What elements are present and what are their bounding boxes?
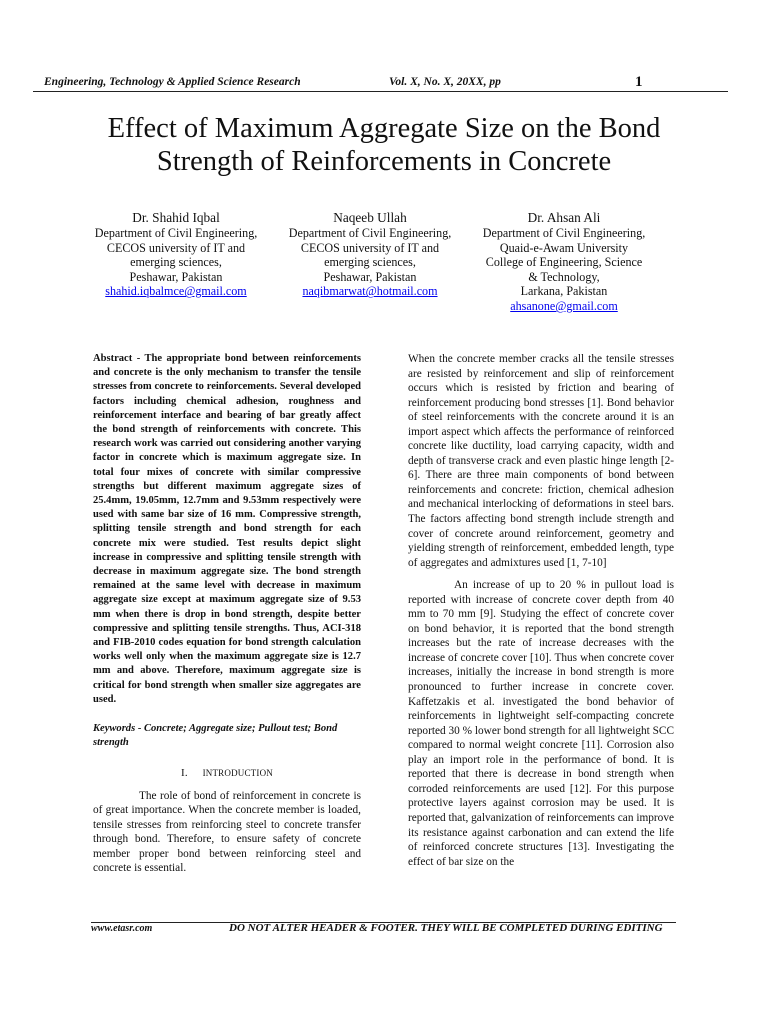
footer-note: DO NOT ALTER HEADER & FOOTER. THEY WILL BE COMPLETED DURING EDITING [229, 922, 663, 934]
abstract: Abstract - The appropriate bond between reinforcements and concrete is the only mechanism to transfer the tensile stresses from concrete to reinforcements. Several developed factors including chemical adhesion, roughness and reinforcement interface and bearing of bar greatly affect the bond strength of reinforcements with concrete. This research work was carried out considering another varying factor in concrete which is maximum aggregate size. In total four mixes of concrete with similar compressive strengths but different maximum aggregate sizes of 25.4mm, 19.05mm, 12.7mm and 9.53mm respectively were used with same bar size of 16 mm. Compressive strength, splitting tensile strength and bond strength for each concrete mix were studied. Test results depict slight increase in compressive and splitting tensile strength with decrease in maximum aggregate size. The bond strength remained at the same level with decrease in maximum aggregate size except at maximum aggregate size of 9.53 mm when there is drop in bond strength, despite better compressive and splitting tensile strengths. Thus, ACI-318 and FIB-2010 codes equation for bond strength calculation works well only when the maximum aggregate size is 12.7 mm and above. Therefore, maximum aggregate size is critical for bond strength when smaller size aggregates are used. [93, 353, 361, 705]
paper-title: Effect of Maximum Aggregate Size on the Bond Strength of Reinforcements in Concrete [107, 113, 661, 177]
right-column [408, 352, 674, 920]
author-1 [81, 210, 271, 299]
affiliation-line: Department of Civil Engineering, [94, 226, 258, 240]
affiliation-line: College of Engineering, Science [485, 255, 643, 270]
affiliation-line: Peshawar, Pakistan [323, 269, 417, 284]
author-3 [469, 210, 659, 314]
keywords: Keywords - Concrete; Aggregate size; Pullout test; Bond strength [93, 723, 338, 749]
footer-url: www.etasr.com [91, 923, 153, 934]
section-title: INTRODUCTION [202, 768, 273, 779]
author-name: Dr. Shahid Iqbal [132, 210, 220, 225]
affiliation-line: emerging sciences, [130, 255, 222, 270]
section-number: I. [181, 767, 188, 780]
page-number: 1 [635, 74, 643, 90]
journal-name: Engineering, Technology & Applied Science Research [44, 76, 301, 88]
affiliation-line: Department of Civil Engineering, [288, 226, 452, 240]
author-name: Dr. Ahsan Ali [527, 210, 601, 225]
author-2 [275, 210, 465, 299]
affiliation-line: & Technology, [528, 269, 600, 284]
affiliation-line: Quaid-e-Awam University [499, 240, 629, 255]
author-email-link[interactable]: naqibmarwat@hotmail.com [302, 284, 438, 299]
affiliation-line: Department of Civil Engineering, [482, 226, 646, 240]
affiliation-line: emerging sciences, [324, 255, 416, 270]
author-block [80, 210, 690, 313]
author-email-link[interactable]: shahid.iqbalmce@gmail.com [105, 284, 247, 299]
body-paragraph: An increase of up to 20 % in pullout load is reported with increase of concrete cover depth from 40 mm to 70 mm [9]. Studying the effect of concrete cover on bond behavior, it is reported that the bond strength increases but the rate of increase decreases with the increase of concrete cover [10]. Thus when concrete cover increases, initially the increase in bond strength is more pronounced to further increase in concrete cover. Kaffetzakis et al. investigated the bond behavior of reinforcements in lightweight self-compacting concrete reported 30 % lower bond strength for all lightweight SCC compared to normal weight concrete [11]. Corrosion also play an import role in the performance of bond. It is reported that there is decrease in bond strength when corroded reinforcements are used [12]. For this purpose protective layers against corrosion may be used. It is reported that, galvanization of reinforcements can improve its resistance against carbonation and can extend the life of reinforced concrete structures [13]. Investigating the effect of bar size on the [408, 579, 674, 868]
intro-paragraph: The role of bond of reinforcement in concrete is of great importance. When the concrete member is loaded, tensile stresses from reinforcing steel to concrete transfer through bond. Therefore, to ensure safety of concrete member proper bond between reinforcing steel and concrete is essential. [93, 789, 361, 875]
affiliation-line: Peshawar, Pakistan [129, 269, 223, 284]
affiliation-line: Larkana, Pakistan [520, 284, 608, 299]
affiliation-line: CECOS university of IT and [106, 240, 246, 255]
volume-info: Vol. X, No. X, 20XX, pp [389, 76, 501, 88]
header-divider [33, 91, 728, 92]
author-email-link[interactable]: ahsanone@gmail.com [510, 298, 618, 313]
left-column [93, 352, 361, 876]
affiliation-line: CECOS university of IT and [300, 240, 440, 255]
author-name: Naqeeb Ullah [333, 210, 407, 225]
running-header [44, 76, 684, 92]
section-heading [93, 766, 361, 780]
body-paragraph: When the concrete member cracks all the tensile stresses are resisted by reinforcement and slip of reinforcement occurs which is resisted by friction and bearing of reinforcement producing bond stresses [1]. Bond behavior of steel reinforcements with the concrete around it is an import aspect which affects the performance of reinforced concrete like ductility, load carrying capacity, width and depth of transverse crack and even plastic hinge length [2-6]. There are three main components of bond between reinforcements and concrete: friction, chemical adhesion and mechanical interlocking of deformations in steel bars. The factors affecting bond strength include strength and cover of concrete around reinforcement, geometry and yielding strength of reinforcement, embedded length, type of aggregates and admixtures used [1, 7-10] [408, 353, 674, 569]
